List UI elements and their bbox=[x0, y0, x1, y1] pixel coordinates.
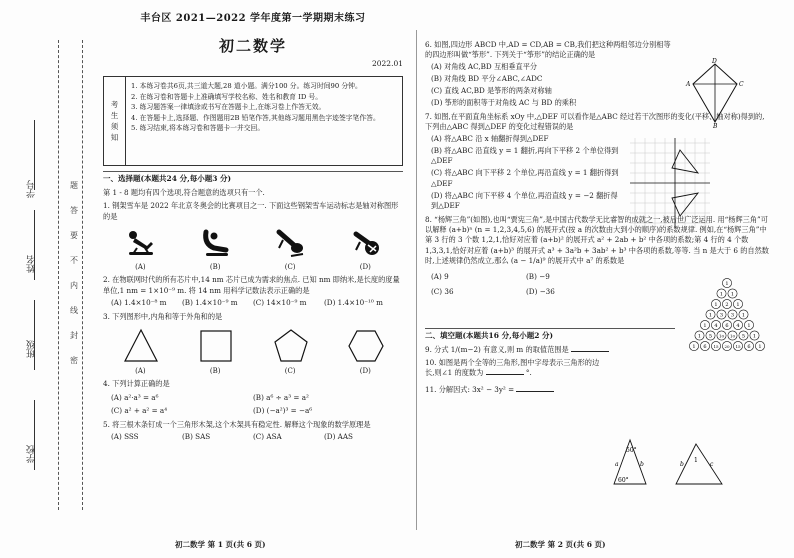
pascal-value: 5 bbox=[741, 332, 746, 339]
question-10-row bbox=[425, 358, 605, 379]
q4-option-b: (B) a⁶ ÷ a³ = a² bbox=[253, 392, 309, 402]
pascal-value: 1 bbox=[703, 322, 707, 329]
pascal-value: 6 bbox=[725, 322, 729, 329]
q1-option-d: (D) bbox=[359, 263, 371, 272]
student-id-label: 学号 bbox=[27, 180, 37, 198]
q8-option-d: (D) −36 bbox=[526, 287, 555, 297]
side-a-label: a bbox=[615, 461, 619, 468]
pascal-value: 1 bbox=[725, 280, 729, 287]
notice-item: 5. 练习结束,将本练习卷和答题卡一并交回。 bbox=[131, 124, 265, 133]
notice-head-char: 知 bbox=[110, 133, 119, 143]
pascal-value: 6 bbox=[703, 343, 707, 350]
section1-heading: 一、选择题(本题共24 分,每小题3 分) bbox=[103, 171, 403, 185]
question-9: 9. 分式 1/(m−2) 有意义,则 m 的取值范围是 bbox=[425, 344, 569, 354]
notice-head-char: 生 bbox=[110, 110, 119, 120]
q9-answer-blank bbox=[571, 345, 609, 352]
skeleton-logo-d-icon bbox=[350, 228, 382, 260]
right-page bbox=[425, 0, 770, 484]
seal-word: 题 bbox=[70, 181, 78, 190]
q3-option-c: (C) bbox=[284, 367, 296, 376]
q1-option-b: (B) bbox=[209, 263, 221, 272]
pascal-value: 1 bbox=[747, 322, 751, 329]
pascal-value: 1 bbox=[708, 311, 713, 318]
pascal-value: 1 bbox=[758, 343, 762, 350]
q3-option-b: (B) bbox=[209, 367, 221, 376]
question-11-row bbox=[425, 385, 770, 395]
class-blank bbox=[34, 300, 35, 370]
question-1: 1. 钢架雪车是 2022 年北京冬奥会的比赛项目之一. 下面这些钢架雪车运动标志是轴对称图形的是 bbox=[103, 201, 399, 221]
seal-line-inner bbox=[82, 40, 83, 510]
q6-option-a: (A) 对角线 AC,BD 互相垂直平分 bbox=[431, 62, 538, 72]
pascal-value: 1 bbox=[736, 301, 740, 308]
exam-date: 2022.01 bbox=[371, 59, 403, 69]
page-divider bbox=[416, 30, 417, 530]
seal-word: 答 bbox=[70, 206, 78, 215]
q7-option-b: (B) 将△ABC 沿直线 y = 1 翻折,再向下平移 2 个单位得到△DEF bbox=[431, 145, 619, 166]
notice-item: 1. 本练习卷共6页,共三道大题,28 道小题。满分100 分。练习时间90 分钟。 bbox=[131, 82, 362, 91]
left-page bbox=[103, 0, 403, 443]
angle-50-label: 50° bbox=[626, 447, 637, 454]
pascal-value: 1 bbox=[719, 290, 724, 297]
question-11: 11. 分解因式: 3x² − 3y² = bbox=[425, 384, 515, 394]
question-3: 3. 下列图形中,内角和等于外角和的是 bbox=[103, 311, 223, 321]
pascal-value: 1 bbox=[714, 301, 718, 308]
q4-option-a: (A) a²·a³ = a⁶ bbox=[111, 392, 159, 402]
q6-option-d: (D) 筝形的面积等于对角线 AC 与 BD 的乘积 bbox=[431, 98, 577, 108]
seal-word: 封 bbox=[70, 331, 78, 340]
q7-option-a: (A) 将△ABC 沿 x 轴翻折得到△DEF bbox=[431, 134, 549, 143]
notice-body bbox=[126, 77, 402, 165]
name-blank bbox=[34, 210, 35, 280]
notice-head bbox=[104, 77, 126, 165]
q6-options bbox=[425, 62, 675, 108]
q8-option-b: (B) −9 bbox=[526, 272, 550, 282]
square-icon bbox=[197, 327, 235, 365]
pascal-value: 15 bbox=[735, 343, 741, 349]
pascal-value: 2 bbox=[725, 301, 729, 308]
q8-option-a: (A) 9 bbox=[431, 272, 449, 282]
question-5: 5. 将三根木条钉成一个三角形木架,这个木架具有稳定性. 解释这个现象的数学原理是 bbox=[103, 419, 371, 429]
q8-option-c: (C) 36 bbox=[431, 287, 454, 297]
page-2-footer: 初二数学 第 2 页(共 6 页) bbox=[515, 540, 606, 549]
notice-item: 4. 在答题卡上,选择题、作图题用2B 铅笔作答,其他练习题用黑色字迹签字笔作答。 bbox=[131, 113, 380, 122]
q1-option-c: (C) bbox=[284, 263, 296, 272]
pascal-value: 5 bbox=[708, 332, 713, 339]
question-10: 10. 如图是两个全等的三角形,图中字母表示三角形的边长,则∠1 的度数为 bbox=[425, 357, 600, 378]
q4-options bbox=[103, 393, 403, 417]
school-blank bbox=[34, 400, 35, 470]
side-c-label: c bbox=[710, 461, 714, 468]
triangle-icon bbox=[122, 327, 160, 365]
notice-item: 2. 在练习卷和答题卡上准确填写学校名称、姓名和教育 ID 号。 bbox=[131, 92, 323, 101]
binding-margin bbox=[0, 0, 95, 558]
q3-option-a: (A) bbox=[135, 367, 146, 376]
q10-unit: °. bbox=[525, 368, 532, 378]
pascal-value: 6 bbox=[747, 343, 751, 350]
pascal-value: 15 bbox=[713, 343, 719, 349]
pascal-triangle-figure bbox=[685, 275, 769, 355]
pascal-value: 1 bbox=[697, 332, 702, 339]
q5-option-a: (A) SSS bbox=[111, 432, 139, 442]
q1-option-a: (A) bbox=[135, 263, 146, 272]
question-4: 4. 下列计算正确的是 bbox=[103, 379, 170, 389]
q4-option-d: (D) (−a²)³ = −a⁶ bbox=[253, 406, 313, 416]
candidate-notice bbox=[103, 76, 403, 166]
kite-label-d: D bbox=[712, 58, 717, 65]
q7-option-c: (C) 将△ABC 向下平移 2 个单位,再沿直线 y = 1 翻折得到△DEF bbox=[431, 168, 619, 188]
pentagon-icon bbox=[272, 327, 310, 365]
seal-word: 不 bbox=[70, 256, 78, 265]
q5-options bbox=[103, 432, 403, 442]
notice-head-char: 须 bbox=[110, 122, 119, 132]
q11-answer-blank bbox=[516, 385, 554, 392]
kite-label-a: A bbox=[686, 81, 691, 88]
q2-option-d: (D) 1.4×10⁻¹⁰ m bbox=[324, 298, 383, 308]
q6-option-b: (B) 对角线 BD 平分∠ABC,∠ADC bbox=[431, 74, 543, 84]
q7-option-d: (D) 将△ABC 向下平移 4 个单位,再沿直线 y = −2 翻折得到△DEF bbox=[431, 190, 618, 211]
angle-60-label: 60° bbox=[618, 477, 629, 484]
seal-word: 密 bbox=[70, 356, 78, 365]
notice-head-char: 考 bbox=[110, 99, 119, 109]
question-7: 7. 如图,在平面直角坐标系 xOy 中,△DEF 可以看作是△ABC 经过若干次图形的变化(平移、轴对称)得到的,下列由△ABC 得到△DEF 的变化过程错误的是 bbox=[425, 111, 765, 132]
q2-options bbox=[103, 298, 403, 308]
name-label: 姓名 bbox=[27, 255, 37, 273]
q5-option-d: (D) AAS bbox=[324, 432, 353, 442]
q3-figures bbox=[103, 326, 403, 366]
pascal-value: 3 bbox=[719, 311, 724, 318]
pascal-value: 20 bbox=[724, 343, 730, 349]
exam-subject: 初二数学 bbox=[218, 36, 287, 55]
question-8: 8. “杨辉三角”(如图),也叫“贾宪三角”,是中国古代数学无比睿智的成就之一,被后世广泛运用. 用“杨辉三角”可以解释 (a+b)ⁿ (n = 1,2,3,4,5,6) 的展开式(按 a 的次数由大到小的顺序)的系数规律. 例如,在“杨辉三角”中第 3 行的 3 个数 1,2,1,恰好对应着 (a+b)² 的展开式 a² + 2ab + b² 中各项的系数;第 4 行的 4 个数 1,3,3,1,恰好对应着 (a+b)³ 的展开式 a³ + 3a²b + 3ab² + b³ 中各项的系数,等等. 当 n 是大于 6 的自然数时,上述规律仍然成立,那么 (a − 1/a)⁹ 的展开式中 a⁷ 的系数是 bbox=[425, 214, 769, 266]
exam-title: 丰台区 2021—2022 学年度第一学期期末练习 bbox=[140, 13, 366, 24]
q1-option-labels bbox=[103, 262, 403, 272]
pascal-value: 4 bbox=[736, 322, 740, 329]
school-label: 学校 bbox=[27, 445, 37, 463]
pascal-value: 4 bbox=[714, 322, 718, 329]
q8-options bbox=[425, 271, 615, 298]
question-6: 6. 如图,四边形 ABCD 中,AD = CD,AB = CB,我们把这种两组邻边分别相等的四边形叫做“筝形”. 下列关于“筝形”的结论正确的是 bbox=[425, 40, 671, 60]
pascal-value: 1 bbox=[741, 311, 746, 318]
pascal-value: 3 bbox=[730, 311, 735, 318]
q7-options bbox=[425, 134, 620, 212]
q2-option-a: (A) 1.4×10⁻⁸ m bbox=[111, 298, 167, 308]
kite-label-b: B bbox=[713, 123, 718, 128]
pascal-value: 10 bbox=[718, 332, 725, 338]
skeleton-logo-c-icon bbox=[275, 228, 307, 260]
seal-word: 线 bbox=[70, 306, 78, 315]
pascal-value: 1 bbox=[692, 343, 696, 350]
seal-line bbox=[58, 40, 59, 510]
student-id-blank bbox=[34, 120, 35, 190]
congruent-triangles-figure bbox=[610, 438, 730, 488]
q3-option-d: (D) bbox=[359, 367, 371, 376]
q1-figures bbox=[103, 226, 403, 262]
skeleton-logo-b-icon bbox=[200, 228, 232, 260]
question-7-block bbox=[425, 112, 770, 212]
q6-option-c: (C) 直线 AC,BD 是筝形的两条对称轴 bbox=[431, 86, 552, 96]
q5-option-b: (B) SAS bbox=[182, 432, 211, 442]
notice-item: 3. 练习题答案一律填涂或书写在答题卡上,在练习卷上作答无效。 bbox=[131, 103, 326, 112]
hexagon-icon bbox=[347, 327, 385, 365]
page-1-footer: 初二数学 第 1 页(共 6 页) bbox=[175, 540, 266, 549]
angle-1-label: 1 bbox=[694, 457, 698, 464]
skeleton-logo-a-icon bbox=[125, 228, 157, 260]
section1-intro: 第 1 - 8 题均有四个选项,符合题意的选项只有一个. bbox=[103, 188, 265, 197]
section2-heading: 二、填空题(本题共16 分,每小题2 分) bbox=[425, 328, 675, 342]
kite-label-c: C bbox=[739, 81, 744, 88]
q10-answer-blank bbox=[486, 368, 524, 375]
side-b-label: b bbox=[640, 461, 644, 468]
q2-option-c: (C) 14×10⁻⁹ m bbox=[253, 298, 307, 308]
q2-option-b: (B) 1.4×10⁻⁹ m bbox=[182, 298, 238, 308]
side-b2-label: b bbox=[680, 461, 684, 468]
pascal-value: 1 bbox=[730, 290, 735, 297]
q5-option-c: (C) ASA bbox=[253, 432, 282, 442]
q4-option-c: (C) a² + a² = a⁴ bbox=[111, 406, 168, 416]
class-label: 班级 bbox=[27, 340, 37, 358]
pascal-value: 1 bbox=[752, 332, 757, 339]
seal-word: 内 bbox=[70, 281, 78, 290]
q3-option-labels bbox=[103, 366, 403, 376]
seal-word: 要 bbox=[70, 231, 78, 240]
question-2: 2. 在物联网时代的所有芯片中,14 nm 芯片已成为需求的焦点. 已知 nm 即纳米,是长度的度量单位,1 nm = 1×10⁻⁹ m. 将 14 nm 用科学记数法表示正确的是 bbox=[103, 275, 400, 295]
pascal-value: 10 bbox=[729, 332, 736, 338]
